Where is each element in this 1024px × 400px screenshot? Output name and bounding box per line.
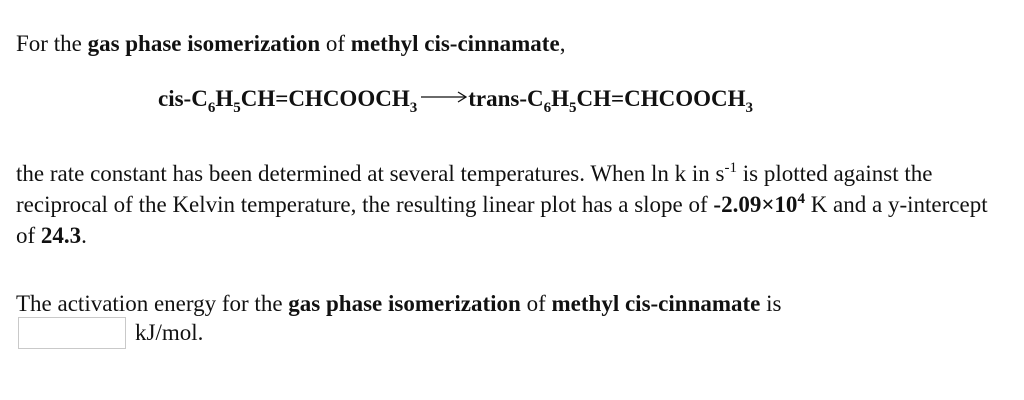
- compound-name-2: methyl cis-cinnamate: [551, 291, 761, 316]
- compound-name: methyl cis-cinnamate: [350, 31, 560, 56]
- reaction-type-2: gas phase isomerization: [288, 291, 521, 316]
- activation-energy-input[interactable]: [18, 317, 126, 349]
- answer-row: [18, 317, 203, 349]
- unit-label: kJ/mol.: [135, 320, 204, 345]
- reactant-formula: cis-$C_6H_5CH=CHCOOCH_3$: [158, 86, 418, 116]
- reaction-equation: [158, 86, 753, 116]
- reaction-type: gas phase isomerization: [87, 31, 321, 56]
- question-paragraph: The activation energy for the gas phase isomerization of methyl cis-cinnamate is: [16, 291, 782, 316]
- inverse-seconds-exponent: -1: [724, 160, 737, 176]
- intro-text-mid: of: [320, 31, 351, 56]
- intercept-value: 24.3: [40, 223, 82, 248]
- right-arrow-icon: [421, 89, 467, 105]
- intro-text: For the: [16, 31, 88, 56]
- slope-value: $-2.09\times 10^4$: [713, 191, 805, 217]
- rate-data-paragraph: the rate constant has been determined at several temperatures. When ln k in $s^{-1}$ is plotted against the reciprocal of the Kelvin temperature, the resulting linear plot has a slope of $-2.09\times 10^4$ K and a y-intercept of 24.3.: [16, 160, 988, 248]
- product-formula: trans-$C_6H_5CH=CHCOOCH_3$: [468, 86, 753, 116]
- intro-paragraph: [16, 28, 565, 59]
- intro-suffix: ,: [559, 31, 566, 56]
